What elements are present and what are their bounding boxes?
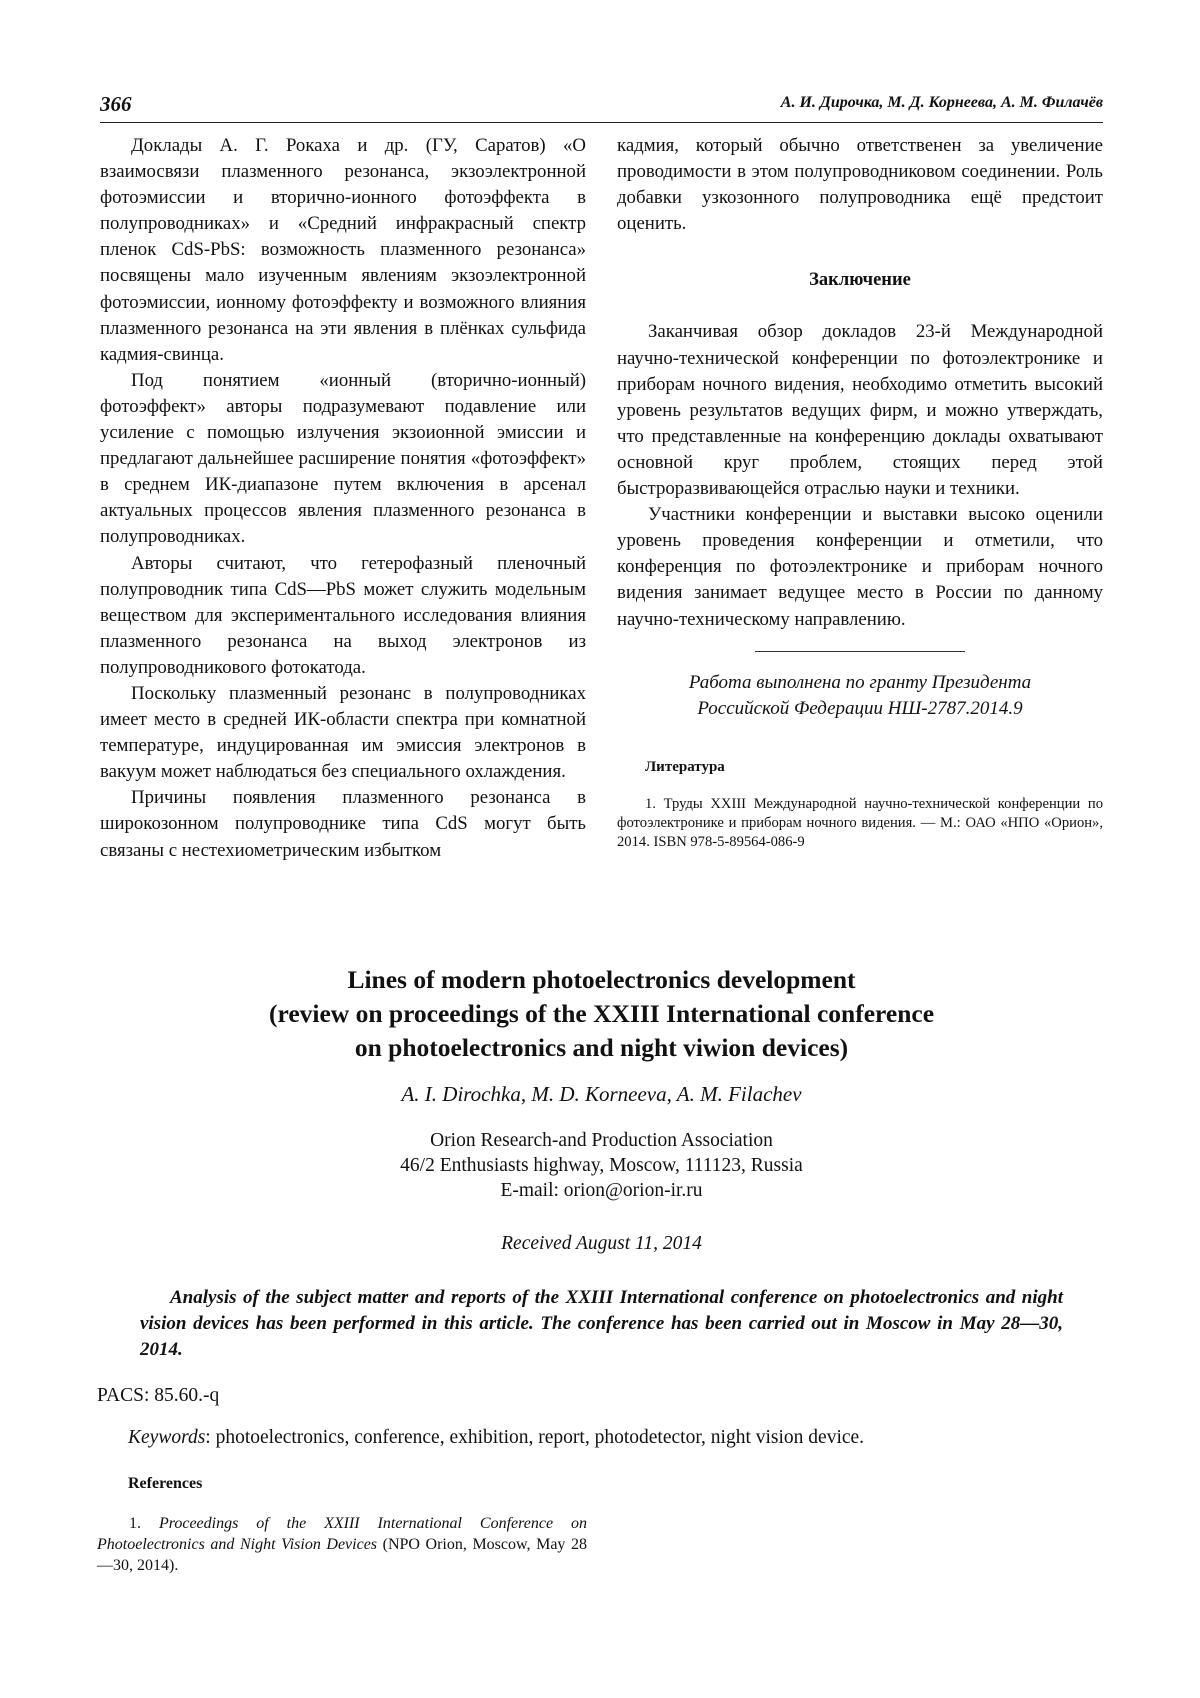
pacs-code: PACS: 85.60.-q: [97, 1385, 220, 1406]
conclusion-heading: Заключение: [809, 270, 911, 291]
title-line: (review on proceedings of the XXIII International conference: [268, 999, 935, 1028]
running-head: А. И. Дирочка, М. Д. Корнеева, А. М. Филачёв: [780, 94, 1103, 111]
title-line: on photoelectronics and night viwion devices): [354, 1033, 849, 1062]
body-paragraph: Доклады А. Г. Рокаха и др. (ГУ, Саратов) «О взаимосвязи плазменного резонанса, экзоэлектронной фотоэмиссии и вторично-ионного фотоэффекта в полупроводниках» и «Средний инфракрасный спектр пленок CdS-PbS: возможность плазменного резонанса» посвящены мало изученным явлениям экзоэлектронной фотоэмиссии, ионному фотоэффекту и возможного влияния плазменного резонанса на эти явления в плёнках сульфида кадмия-свинца.: [100, 135, 586, 365]
affiliation-line: 46/2 Enthusiasts highway, Moscow, 111123, Russia: [400, 1155, 803, 1176]
page-header: [100, 86, 1103, 123]
left-column: [100, 133, 586, 864]
literature-item: 1. Труды XXIII Международной научно-технической конференции по фотоэлектронике и приборам ночного видения. — М.: ОАО «НПО «Орион», 2014. ISBN 978-5-89564-086-9: [617, 795, 1103, 850]
grant-line: Российской Федерации НШ-2787.2014.9: [697, 697, 1023, 719]
reference-details: (NPO Orion, Moscow, May 28—30, 2014).: [97, 1536, 588, 1574]
received-date: Received August 11, 2014: [501, 1233, 702, 1254]
english-authors: A. I. Dirochka, M. D. Korneeva, A. M. Filachev: [401, 1082, 802, 1106]
right-column: [617, 133, 1103, 852]
reference-title: Proceedings of the XXIII International Conference on Photoelectronics and Night Vision Devices: [97, 1515, 588, 1553]
grant-note: [617, 670, 1103, 722]
body-paragraph: Авторы считают, что гетерофазный пленочный полупроводник типа CdS—PbS может служить модельным веществом для экспериментального исследования влияния плазменного резонанса на выход электронов из полупроводникового фотокатода.: [100, 552, 586, 678]
divider-line: [755, 651, 965, 652]
page-number: 366: [100, 92, 132, 116]
continued-paragraph: кадмия, который обычно ответственен за увеличение проводимости в этом полупроводниковом соединении. Роль добавки узкозонного полупроводника ещё предстоит оценить.: [617, 135, 1103, 235]
affiliation-email: E-mail: orion@orion-ir.ru: [500, 1180, 703, 1201]
references-heading: References: [128, 1475, 203, 1492]
body-paragraph: Участники конференции и выставки высоко оценили уровень проведения конференции и отметили, что конференция по фотоэлектронике и приборам ночного видения занимает ведущее место в России по данному научно-техническому направлению.: [617, 504, 1103, 630]
body-paragraph: Заканчивая обзор докладов 23-й Международной научно-технической конференции по фотоэлектронике и приборам ночного видения, необходимо отметить высокий уровень результатов ведущих фирм, и можно утверждать, что представленные на конференцию доклады охватывают основной круг проблем, стоящих перед этой быстроразвивающейся отраслью науки и техники.: [617, 321, 1103, 500]
body-paragraph: Под понятием «ионный (вторично-ионный) фотоэффект» авторы подразумевают подавление или усиление с помощью излучения экзоионной эмиссии и предлагают дальнейшее расширение понятия «фотоэффект» в среднем ИК-диапазоне путем включения в арсенал актуальных процессов явления плазменного резонанса в полупроводниках.: [100, 369, 586, 548]
title-line: Lines of modern photoelectronics development: [347, 965, 856, 994]
keywords: [128, 1427, 864, 1449]
affiliation-line: Orion Research-and Production Association: [430, 1130, 773, 1151]
reference-number: 1.: [129, 1515, 159, 1532]
literature-heading: Литература: [645, 758, 725, 775]
affiliation: [100, 1128, 1103, 1203]
keywords-label: Keywords: [128, 1427, 206, 1448]
english-title: [100, 963, 1103, 1065]
body-paragraph: Причины появления плазменного резонанса в широкозонном полупроводнике типа CdS могут быть связаны с нестехиометрическим избытком: [100, 787, 586, 861]
grant-line: Работа выполнена по гранту Президента: [688, 671, 1032, 693]
keywords-text: : photoelectronics, conference, exhibition, report, photodetector, night vision device.: [205, 1427, 865, 1448]
reference-item: [97, 1513, 587, 1576]
english-abstract: Analysis of the subject matter and reports of the XXIII International conference on photoelectronics and night vision devices has been performed in this article. The conference has been carried out in Moscow in May 28—30, 2014.: [140, 1287, 1063, 1360]
body-paragraph: Поскольку плазменный резонанс в полупроводниках имеет место в средней ИК-области спектра при комнатной температуре, индуцированная им эмиссия электронов в вакуум может наблюдаться без специального охлаждения.: [100, 682, 586, 783]
